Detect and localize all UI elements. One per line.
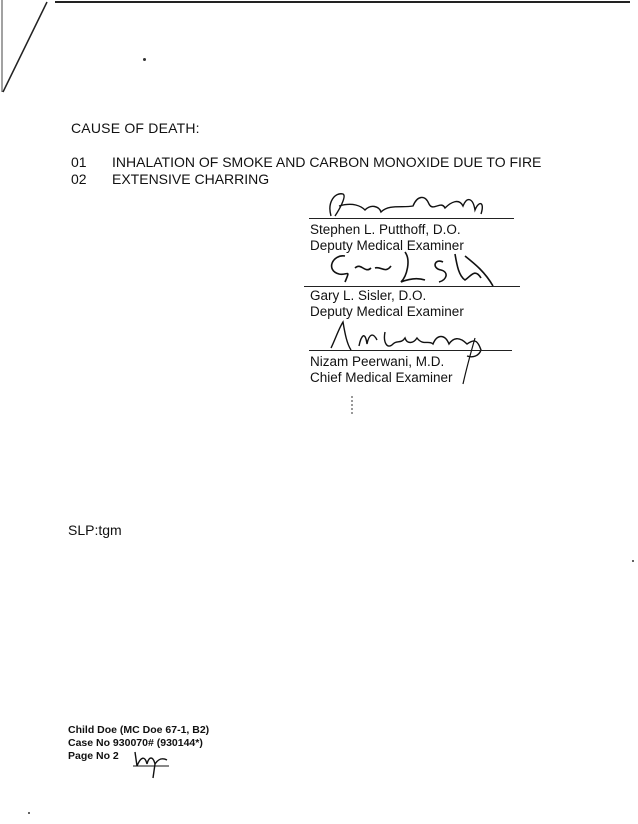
examiner-name: Nizam Peerwani, M.D. xyxy=(310,354,445,369)
scan-speck xyxy=(143,58,146,61)
examiner-title: Chief Medical Examiner xyxy=(310,370,453,385)
cause-of-death-heading: CAUSE OF DEATH: xyxy=(71,120,200,136)
stray-pen-stroke xyxy=(461,336,481,386)
handwritten-signature-sisler xyxy=(315,248,505,290)
examiner-title: Deputy Medical Examiner xyxy=(310,238,464,253)
scan-dotted-mark xyxy=(349,396,355,416)
cause-item xyxy=(71,171,269,187)
handwritten-page-initial xyxy=(131,748,171,780)
cause-text: EXTENSIVE CHARRING xyxy=(112,171,270,187)
scan-speck xyxy=(28,812,30,814)
handwritten-signature-putthoff xyxy=(313,188,493,220)
footer-case-number: Case No 930070# (930144*) xyxy=(68,737,203,749)
cause-number: 02 xyxy=(71,171,87,187)
examiner-title: Deputy Medical Examiner xyxy=(310,304,464,319)
cause-number: 01 xyxy=(71,154,87,170)
examiner-name: Stephen L. Putthoff, D.O. xyxy=(310,222,461,237)
typist-initials: SLP:tgm xyxy=(68,522,122,538)
footer-page-number: Page No 2 xyxy=(68,750,119,762)
examiner-signature-block xyxy=(309,318,514,390)
signature-line xyxy=(304,286,520,287)
examiner-signature-block xyxy=(309,248,514,323)
scan-speck xyxy=(632,560,634,562)
cause-item xyxy=(71,154,541,170)
cause-text: INHALATION OF SMOKE AND CARBON MONOXIDE DUE TO FIRE xyxy=(112,154,542,170)
signature-line xyxy=(309,218,514,219)
examiner-name: Gary L. Sisler, D.O. xyxy=(310,288,427,303)
footer-case-line: Child Doe (MC Doe 67-1, B2) xyxy=(68,724,210,736)
signature-line xyxy=(309,350,512,351)
